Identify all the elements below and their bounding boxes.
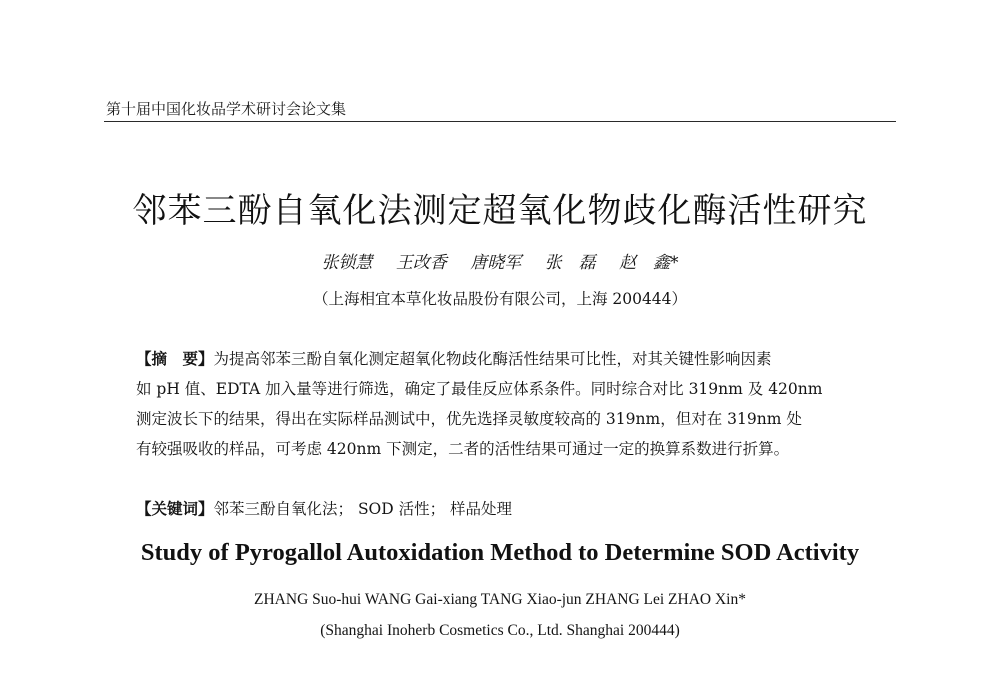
running-header: 第十届中国化妆品学术研讨会论文集: [106, 100, 347, 118]
author-4: 张 磊: [544, 253, 596, 273]
chinese-affiliation: （上海相宜本草化妆品股份有限公司，上海 200444）: [312, 290, 688, 308]
abstract: [136, 344, 872, 464]
author-5: 赵 鑫*: [619, 253, 679, 273]
keywords: [136, 494, 512, 524]
abstract-text: 为提高邻苯三酚自氧化测定超氧化物歧化酶活性结果可比性，对其关键性影响因素: [213, 350, 772, 368]
keywords-text: 邻苯三酚自氧化法； SOD 活性； 样品处理: [213, 500, 513, 518]
english-authors: ZHANG Suo-hui WANG Gai-xiang TANG Xiao-jun ZHANG Lei ZHAO Xin*: [254, 591, 746, 608]
author-2: 王改香: [395, 253, 447, 273]
english-title: Study of Pyrogallol Autoxidation Method to Determine SOD Activity: [140, 539, 860, 566]
keywords-label: 【关键词】: [136, 500, 214, 518]
abstract-label: 【摘 要】: [136, 350, 214, 368]
abstract-line: 测定波长下的结果，得出在实际样品测试中，优先选择灵敏度较高的 319nm，但对在 319nm 处: [136, 410, 802, 428]
chinese-authors: [0, 248, 1000, 273]
abstract-line: 如 pH 值、EDTA 加入量等进行筛选，确定了最佳反应体系条件。同时综合对比 319nm 及 420nm: [136, 380, 823, 398]
author-3: 唐晓军: [470, 253, 522, 273]
english-affiliation: (Shanghai Inoherb Cosmetics Co., Ltd. Shanghai 200444): [320, 622, 680, 639]
author-1: 张锁慧: [321, 253, 373, 273]
chinese-title: 邻苯三酚自氧化法测定超氧化物歧化酶活性研究: [132, 191, 868, 231]
abstract-line: [136, 344, 872, 374]
abstract-line: 有较强吸收的样品，可考虑 420nm 下测定，二者的活性结果可通过一定的换算系数进行折算。: [136, 440, 790, 458]
header-rule: [104, 121, 896, 122]
